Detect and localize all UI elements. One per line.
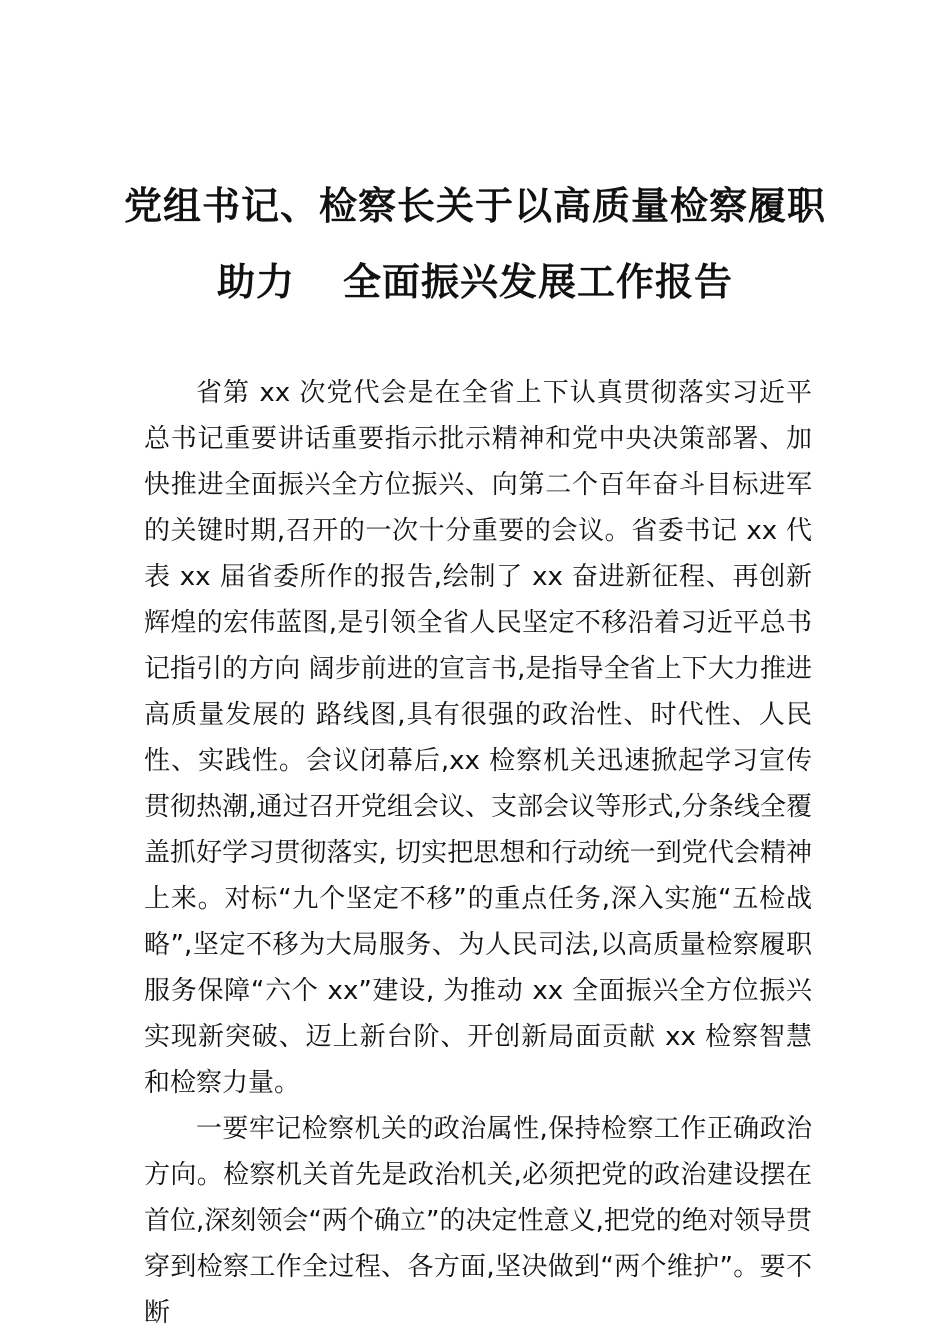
document-body <box>144 370 812 1336</box>
document-title <box>0 168 950 320</box>
title-line-2-part-2: 全面振兴发展工作报告 <box>343 259 734 304</box>
paragraph-1: 省第 xx 次党代会是在全省上下认真贯彻落实习近平总书记重要讲话重要指示批示精神和党中央决策部署、加快推进全面振兴全方位振兴、向第二个百年奋斗目标进军的关键时期,召开的一次十分重要的会议。省委书记 xx 代表 xx 届省委所作的报告,绘制了 xx 奋进新征程、再创新辉煌的宏伟蓝图,是引领全省人民坚定不移沿着习近平总书记指引的方向 阔步前进的宣言书,是指导全省上下大力推进高质量发展的 路线图,具有很强的政治性、时代性、人民性、实践性。会议闭幕后,xx 检察机关迅速掀起学习宣传贯彻热潮,通过召开党组会议、支部会议等形式,分条线全覆盖抓好学习贯彻落实, 切实把思想和行动统一到党代会精神上来。对标“九个坚定不移”的重点任务,深入实施“五检战略”,坚定不移为大局服务、为人民司法,以高质量检察履职服务保障“六个 xx”建设, 为推动 xx 全面振兴全方位振兴实现新突破、迈上新台阶、开创新局面贡献 xx 检察智慧和检察力量。 <box>144 378 812 1098</box>
title-line-2 <box>0 244 950 320</box>
title-line-2-part-1: 助力 <box>216 259 295 304</box>
paragraph-2: 一要牢记检察机关的政治属性,保持检察工作正确政治方向。检察机关首先是政治机关,必须把党的政治建设摆在首位,深刻领会“两个确立”的决定性意义,把党的绝对领导贯穿到检察工作全过程、各方面,坚决做到“两个维护”。要不断 <box>144 1114 812 1328</box>
title-line-1: 党组书记、检察长关于以高质量检察履职 <box>123 183 826 228</box>
